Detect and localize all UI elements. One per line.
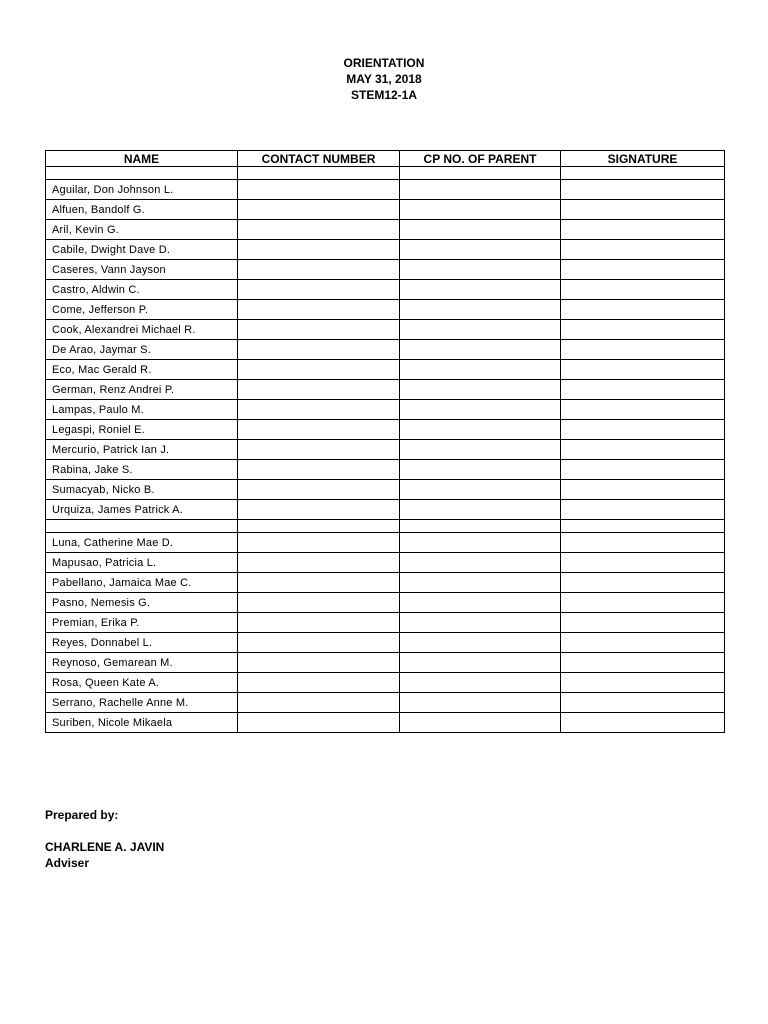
name-cell: Suriben, Nicole Mikaela — [46, 713, 238, 733]
name-cell: Serrano, Rachelle Anne M. — [46, 693, 238, 713]
table-row — [46, 400, 725, 420]
contact-number-cell — [238, 713, 400, 733]
signature-cell — [561, 653, 725, 673]
signature-cell — [561, 320, 725, 340]
contact-number-cell — [238, 260, 400, 280]
contact-number-cell — [238, 613, 400, 633]
name-cell — [46, 520, 238, 533]
contact-number-cell — [238, 300, 400, 320]
parent-number-cell — [400, 633, 561, 653]
name-cell: Pasno, Nemesis G. — [46, 593, 238, 613]
table-row — [46, 673, 725, 693]
contact-number-cell — [238, 633, 400, 653]
table-row — [46, 280, 725, 300]
name-cell: Mercurio, Patrick Ian J. — [46, 440, 238, 460]
table-row — [46, 593, 725, 613]
parent-number-cell — [400, 480, 561, 500]
parent-number-cell — [400, 220, 561, 240]
table-row — [46, 480, 725, 500]
contact-number-cell — [238, 673, 400, 693]
name-cell: Legaspi, Roniel E. — [46, 420, 238, 440]
name-cell: Luna, Catherine Mae D. — [46, 533, 238, 553]
contact-number-cell — [238, 340, 400, 360]
contact-number-cell — [238, 320, 400, 340]
table-row — [46, 693, 725, 713]
signature-cell — [561, 260, 725, 280]
contact-number-cell — [238, 593, 400, 613]
table-row — [46, 440, 725, 460]
signature-cell — [561, 420, 725, 440]
signature-cell — [561, 480, 725, 500]
signature-cell — [561, 200, 725, 220]
signature-cell — [561, 280, 725, 300]
parent-number-cell — [400, 200, 561, 220]
table-row — [46, 380, 725, 400]
document-date: MAY 31, 2018 — [346, 72, 422, 86]
document-title: ORIENTATION — [343, 56, 425, 70]
parent-number-cell — [400, 520, 561, 533]
name-cell: Reyes, Donnabel L. — [46, 633, 238, 653]
parent-number-cell — [400, 400, 561, 420]
table-row — [46, 713, 725, 733]
column-header-name: NAME — [46, 151, 238, 167]
table-row — [46, 633, 725, 653]
name-cell: Come, Jefferson P. — [46, 300, 238, 320]
signature-cell — [561, 400, 725, 420]
column-header-signature: SIGNATURE — [561, 151, 725, 167]
name-cell: Urquiza, James Patrick A. — [46, 500, 238, 520]
parent-number-cell — [400, 673, 561, 693]
parent-number-cell — [400, 693, 561, 713]
parent-number-cell — [400, 340, 561, 360]
table-row — [46, 500, 725, 520]
signature-cell — [561, 573, 725, 593]
contact-number-cell — [238, 420, 400, 440]
contact-number-cell — [238, 693, 400, 713]
name-cell: Pabellano, Jamaica Mae C. — [46, 573, 238, 593]
parent-number-cell — [400, 440, 561, 460]
table-row — [46, 520, 725, 533]
signature-cell — [561, 593, 725, 613]
table-row — [46, 653, 725, 673]
table-body — [46, 167, 725, 733]
name-cell: Caseres, Vann Jayson — [46, 260, 238, 280]
signature-cell — [561, 340, 725, 360]
name-cell: Sumacyab, Nicko B. — [46, 480, 238, 500]
parent-number-cell — [400, 653, 561, 673]
parent-number-cell — [400, 593, 561, 613]
name-cell: Cook, Alexandrei Michael R. — [46, 320, 238, 340]
contact-number-cell — [238, 500, 400, 520]
table-row — [46, 340, 725, 360]
contact-number-cell — [238, 573, 400, 593]
contact-number-cell — [238, 400, 400, 420]
parent-number-cell — [400, 280, 561, 300]
signature-cell — [561, 220, 725, 240]
name-cell: Eco, Mac Gerald R. — [46, 360, 238, 380]
signature-cell — [561, 360, 725, 380]
contact-number-cell — [238, 360, 400, 380]
parent-number-cell — [400, 360, 561, 380]
parent-number-cell — [400, 180, 561, 200]
name-cell: Castro, Aldwin C. — [46, 280, 238, 300]
contact-number-cell — [238, 480, 400, 500]
table-row — [46, 460, 725, 480]
table-row — [46, 260, 725, 280]
signature-cell — [561, 500, 725, 520]
signatory-role: Adviser — [45, 856, 90, 870]
signature-cell — [561, 553, 725, 573]
signature-cell — [561, 673, 725, 693]
name-cell: Rabina, Jake S. — [46, 460, 238, 480]
name-cell: Mapusao, Patricia L. — [46, 553, 238, 573]
signature-cell — [561, 440, 725, 460]
attendance-table — [45, 150, 725, 733]
name-cell: Lampas, Paulo M. — [46, 400, 238, 420]
contact-number-cell — [238, 180, 400, 200]
prepared-by-label: Prepared by: — [45, 808, 119, 822]
signature-cell — [561, 460, 725, 480]
signature-cell — [561, 713, 725, 733]
name-cell: Cabile, Dwight Dave D. — [46, 240, 238, 260]
parent-number-cell — [400, 420, 561, 440]
parent-number-cell — [400, 300, 561, 320]
table-row — [46, 613, 725, 633]
table-row — [46, 533, 725, 553]
column-header-parent-number: CP NO. OF PARENT — [400, 151, 561, 167]
contact-number-cell — [238, 200, 400, 220]
signatory-block — [45, 839, 164, 871]
name-cell: German, Renz Andrei P. — [46, 380, 238, 400]
contact-number-cell — [238, 220, 400, 240]
contact-number-cell — [238, 240, 400, 260]
contact-number-cell — [238, 167, 400, 180]
table-row — [46, 320, 725, 340]
document-header — [0, 55, 768, 103]
parent-number-cell — [400, 260, 561, 280]
contact-number-cell — [238, 380, 400, 400]
name-cell: Alfuen, Bandolf G. — [46, 200, 238, 220]
column-header-contact-number: CONTACT NUMBER — [238, 151, 400, 167]
document-section: STEM12-1A — [350, 88, 418, 102]
name-cell: Reynoso, Gemarean M. — [46, 653, 238, 673]
contact-number-cell — [238, 553, 400, 573]
table-row — [46, 420, 725, 440]
parent-number-cell — [400, 553, 561, 573]
signature-cell — [561, 633, 725, 653]
parent-number-cell — [400, 460, 561, 480]
signature-cell — [561, 613, 725, 633]
contact-number-cell — [238, 520, 400, 533]
signature-cell — [561, 520, 725, 533]
table-row — [46, 167, 725, 180]
name-cell: Premian, Erika P. — [46, 613, 238, 633]
table-row — [46, 240, 725, 260]
table-row — [46, 300, 725, 320]
parent-number-cell — [400, 240, 561, 260]
name-cell: De Arao, Jaymar S. — [46, 340, 238, 360]
contact-number-cell — [238, 653, 400, 673]
signature-cell — [561, 300, 725, 320]
parent-number-cell — [400, 713, 561, 733]
table-row — [46, 360, 725, 380]
name-cell: Aril, Kevin G. — [46, 220, 238, 240]
parent-number-cell — [400, 533, 561, 553]
signature-cell — [561, 167, 725, 180]
signatory-name: CHARLENE A. JAVIN — [45, 840, 165, 854]
parent-number-cell — [400, 380, 561, 400]
table-row — [46, 200, 725, 220]
parent-number-cell — [400, 320, 561, 340]
signature-cell — [561, 380, 725, 400]
signature-cell — [561, 240, 725, 260]
signature-cell — [561, 533, 725, 553]
signature-cell — [561, 180, 725, 200]
table-row — [46, 180, 725, 200]
contact-number-cell — [238, 460, 400, 480]
name-cell: Rosa, Queen Kate A. — [46, 673, 238, 693]
parent-number-cell — [400, 167, 561, 180]
name-cell — [46, 167, 238, 180]
parent-number-cell — [400, 573, 561, 593]
parent-number-cell — [400, 500, 561, 520]
table-header-row — [46, 151, 725, 167]
name-cell: Aguilar, Don Johnson L. — [46, 180, 238, 200]
signature-cell — [561, 693, 725, 713]
contact-number-cell — [238, 533, 400, 553]
parent-number-cell — [400, 613, 561, 633]
table-row — [46, 573, 725, 593]
contact-number-cell — [238, 280, 400, 300]
contact-number-cell — [238, 440, 400, 460]
table-row — [46, 220, 725, 240]
table-row — [46, 553, 725, 573]
